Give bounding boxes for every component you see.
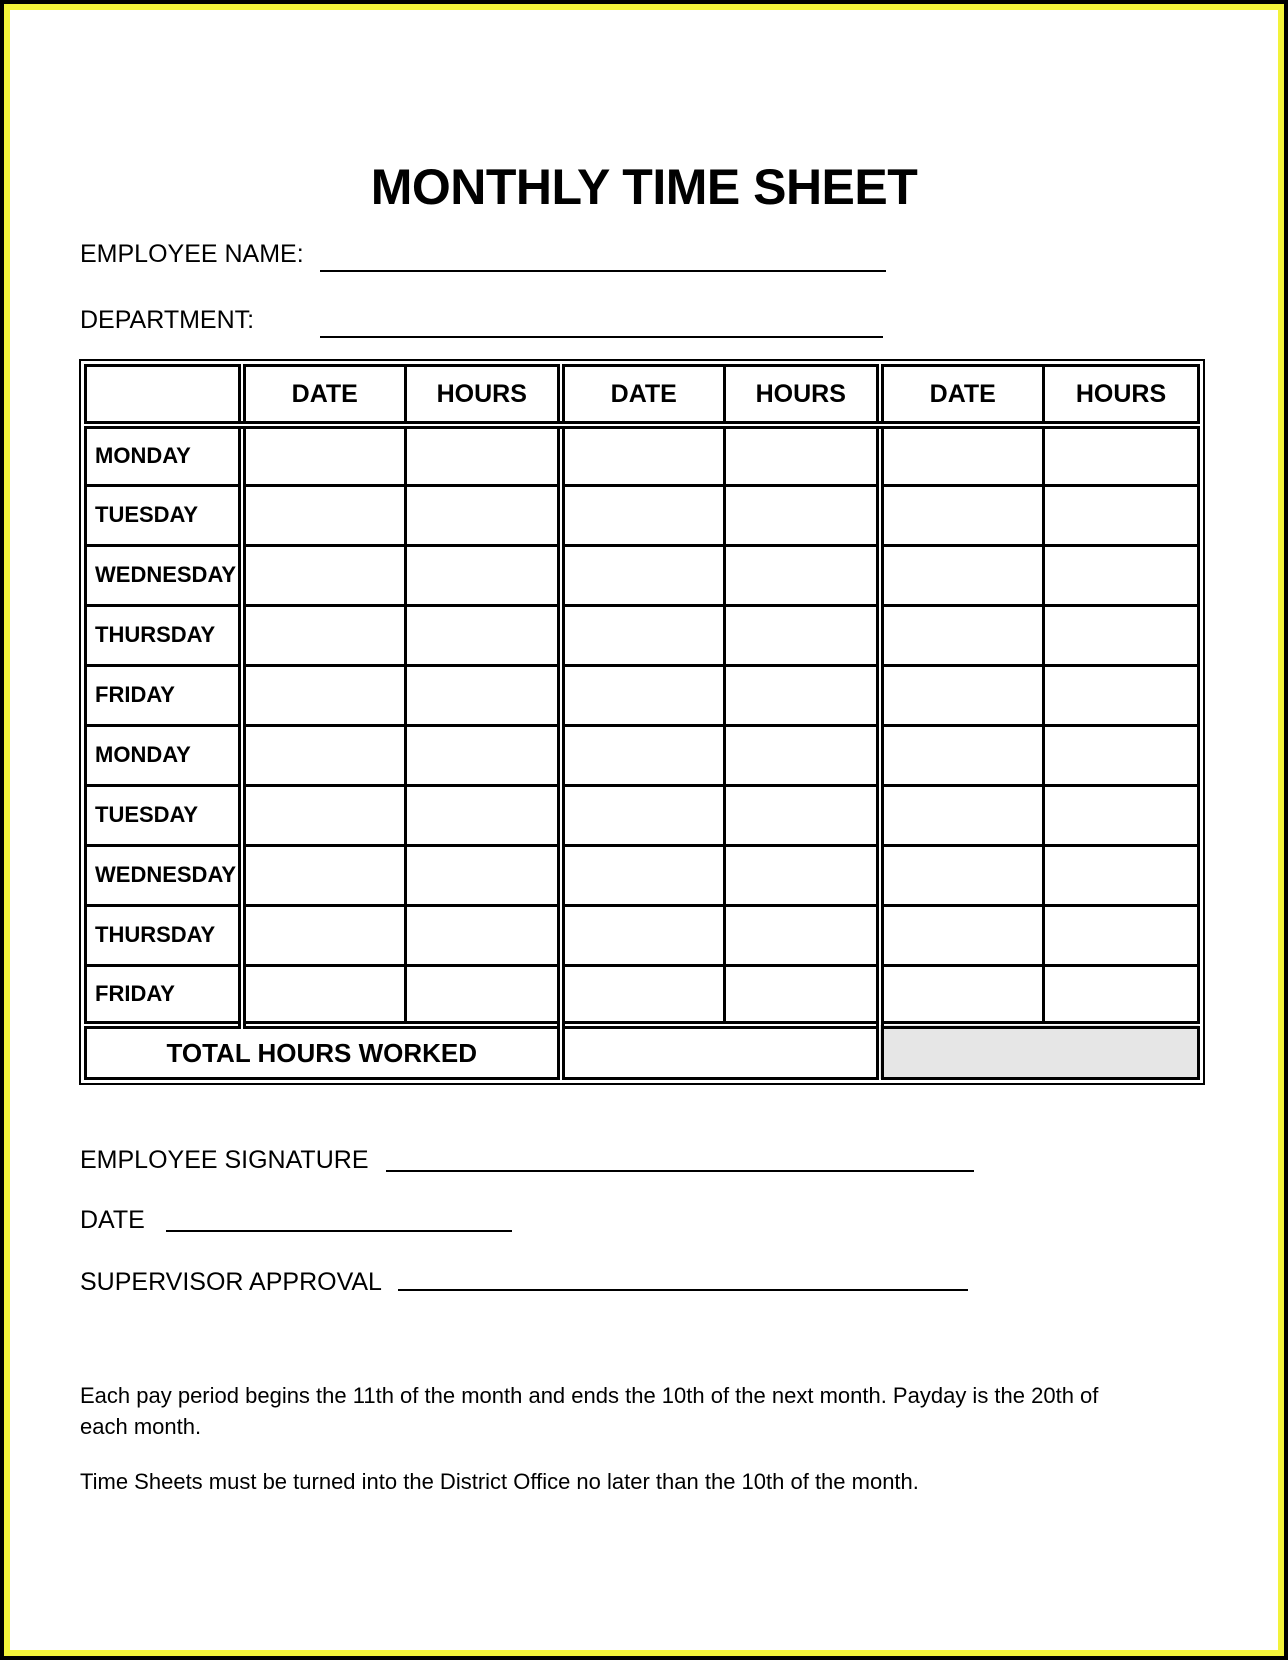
hours-cell-r4-g2[interactable] [725, 605, 880, 665]
timesheet-table [84, 364, 1200, 1080]
hours-cell-r8-g3[interactable] [1044, 845, 1199, 905]
total-hours-cell-shaded [880, 1025, 1199, 1079]
date-cell-r8-g2[interactable] [561, 845, 725, 905]
col-header-date-1: DATE [242, 366, 406, 426]
day-label-row2: TUESDAY [86, 485, 242, 545]
hours-cell-r5-g3[interactable] [1044, 665, 1199, 725]
date-cell-r5-g1[interactable] [242, 665, 406, 725]
department-label: DEPARTMENT: [80, 306, 255, 334]
hours-cell-r3-g2[interactable] [725, 545, 880, 605]
date-cell-r10-g2[interactable] [561, 965, 725, 1025]
date-cell-r7-g2[interactable] [561, 785, 725, 845]
yellow-frame [4, 4, 1284, 1656]
hours-cell-r6-g2[interactable] [725, 725, 880, 785]
hours-cell-r9-g2[interactable] [725, 905, 880, 965]
col-header-date-3: DATE [880, 366, 1044, 426]
date-cell-r10-g1[interactable] [242, 965, 406, 1025]
hours-cell-r3-g1[interactable] [406, 545, 561, 605]
date-cell-r3-g2[interactable] [561, 545, 725, 605]
total-hours-worked-label: TOTAL HOURS WORKED [86, 1025, 561, 1079]
date-cell-r9-g1[interactable] [242, 905, 406, 965]
corner-cell [86, 366, 242, 426]
col-header-hours-3: HOURS [1044, 366, 1199, 426]
day-label-row4: THURSDAY [86, 605, 242, 665]
employee-signature-line[interactable] [386, 1170, 974, 1172]
hours-cell-r10-g3[interactable] [1044, 965, 1199, 1025]
hours-cell-r10-g1[interactable] [406, 965, 561, 1025]
date-cell-r2-g1[interactable] [242, 485, 406, 545]
date-cell-r5-g2[interactable] [561, 665, 725, 725]
date-cell-r10-g3[interactable] [880, 965, 1044, 1025]
date-cell-r6-g1[interactable] [242, 725, 406, 785]
date-cell-r1-g3[interactable] [880, 425, 1044, 485]
day-label-row1: MONDAY [86, 425, 242, 485]
pay-period-note: Each pay period begins the 11th of the month and ends the 10th of the next month. Payday is the 20th of each month. [80, 1383, 1099, 1439]
hours-cell-r1-g1[interactable] [406, 425, 561, 485]
hours-cell-r1-g3[interactable] [1044, 425, 1199, 485]
timesheet-table-frame [79, 359, 1205, 1085]
col-header-date-2: DATE [561, 366, 725, 426]
date-cell-r7-g3[interactable] [880, 785, 1044, 845]
supervisor-approval-label: SUPERVISOR APPROVAL [80, 1268, 382, 1296]
date-cell-r9-g2[interactable] [561, 905, 725, 965]
date-cell-r4-g3[interactable] [880, 605, 1044, 665]
hours-cell-r2-g1[interactable] [406, 485, 561, 545]
day-label-row6: MONDAY [86, 725, 242, 785]
hours-cell-r6-g1[interactable] [406, 725, 561, 785]
date-cell-r3-g1[interactable] [242, 545, 406, 605]
date-cell-r7-g1[interactable] [242, 785, 406, 845]
day-label-row7: TUESDAY [86, 785, 242, 845]
date-cell-r6-g2[interactable] [561, 725, 725, 785]
day-label-row3: WEDNESDAY [86, 545, 242, 605]
hours-cell-r10-g2[interactable] [725, 965, 880, 1025]
date-cell-r6-g3[interactable] [880, 725, 1044, 785]
employee-name-label: EMPLOYEE NAME: [80, 240, 304, 268]
hours-cell-r1-g2[interactable] [725, 425, 880, 485]
hours-cell-r2-g3[interactable] [1044, 485, 1199, 545]
date-cell-r1-g2[interactable] [561, 425, 725, 485]
date-cell-r5-g3[interactable] [880, 665, 1044, 725]
hours-cell-r9-g3[interactable] [1044, 905, 1199, 965]
hours-cell-r7-g2[interactable] [725, 785, 880, 845]
col-header-hours-2: HOURS [725, 366, 880, 426]
date-cell-r4-g1[interactable] [242, 605, 406, 665]
hours-cell-r4-g3[interactable] [1044, 605, 1199, 665]
hours-cell-r5-g2[interactable] [725, 665, 880, 725]
date-cell-r2-g3[interactable] [880, 485, 1044, 545]
day-label-row8: WEDNESDAY [86, 845, 242, 905]
total-hours-cell-blank[interactable] [561, 1025, 880, 1079]
day-label-row9: THURSDAY [86, 905, 242, 965]
date-cell-r4-g2[interactable] [561, 605, 725, 665]
hours-cell-r6-g3[interactable] [1044, 725, 1199, 785]
date-cell-r2-g2[interactable] [561, 485, 725, 545]
date-cell-r1-g1[interactable] [242, 425, 406, 485]
hours-cell-r4-g1[interactable] [406, 605, 561, 665]
col-header-hours-1: HOURS [406, 366, 561, 426]
employee-name-line[interactable] [320, 270, 886, 272]
signature-date-label: DATE [80, 1206, 145, 1234]
supervisor-approval-line[interactable] [398, 1289, 968, 1291]
hours-cell-r9-g1[interactable] [406, 905, 561, 965]
hours-cell-r7-g3[interactable] [1044, 785, 1199, 845]
day-label-row5: FRIDAY [86, 665, 242, 725]
date-cell-r8-g1[interactable] [242, 845, 406, 905]
hours-cell-r8-g2[interactable] [725, 845, 880, 905]
day-label-row10: FRIDAY [86, 965, 242, 1025]
date-cell-r9-g3[interactable] [880, 905, 1044, 965]
hours-cell-r8-g1[interactable] [406, 845, 561, 905]
page-title: MONTHLY TIME SHEET [370, 159, 918, 215]
employee-signature-label: EMPLOYEE SIGNATURE [80, 1146, 369, 1174]
hours-cell-r7-g1[interactable] [406, 785, 561, 845]
hours-cell-r2-g2[interactable] [725, 485, 880, 545]
signature-date-line[interactable] [166, 1230, 512, 1232]
date-cell-r3-g3[interactable] [880, 545, 1044, 605]
department-line[interactable] [320, 336, 883, 338]
hours-cell-r5-g1[interactable] [406, 665, 561, 725]
deadline-note: Time Sheets must be turned into the District Office no later than the 10th of the month. [80, 1469, 919, 1494]
date-cell-r8-g3[interactable] [880, 845, 1044, 905]
hours-cell-r3-g3[interactable] [1044, 545, 1199, 605]
